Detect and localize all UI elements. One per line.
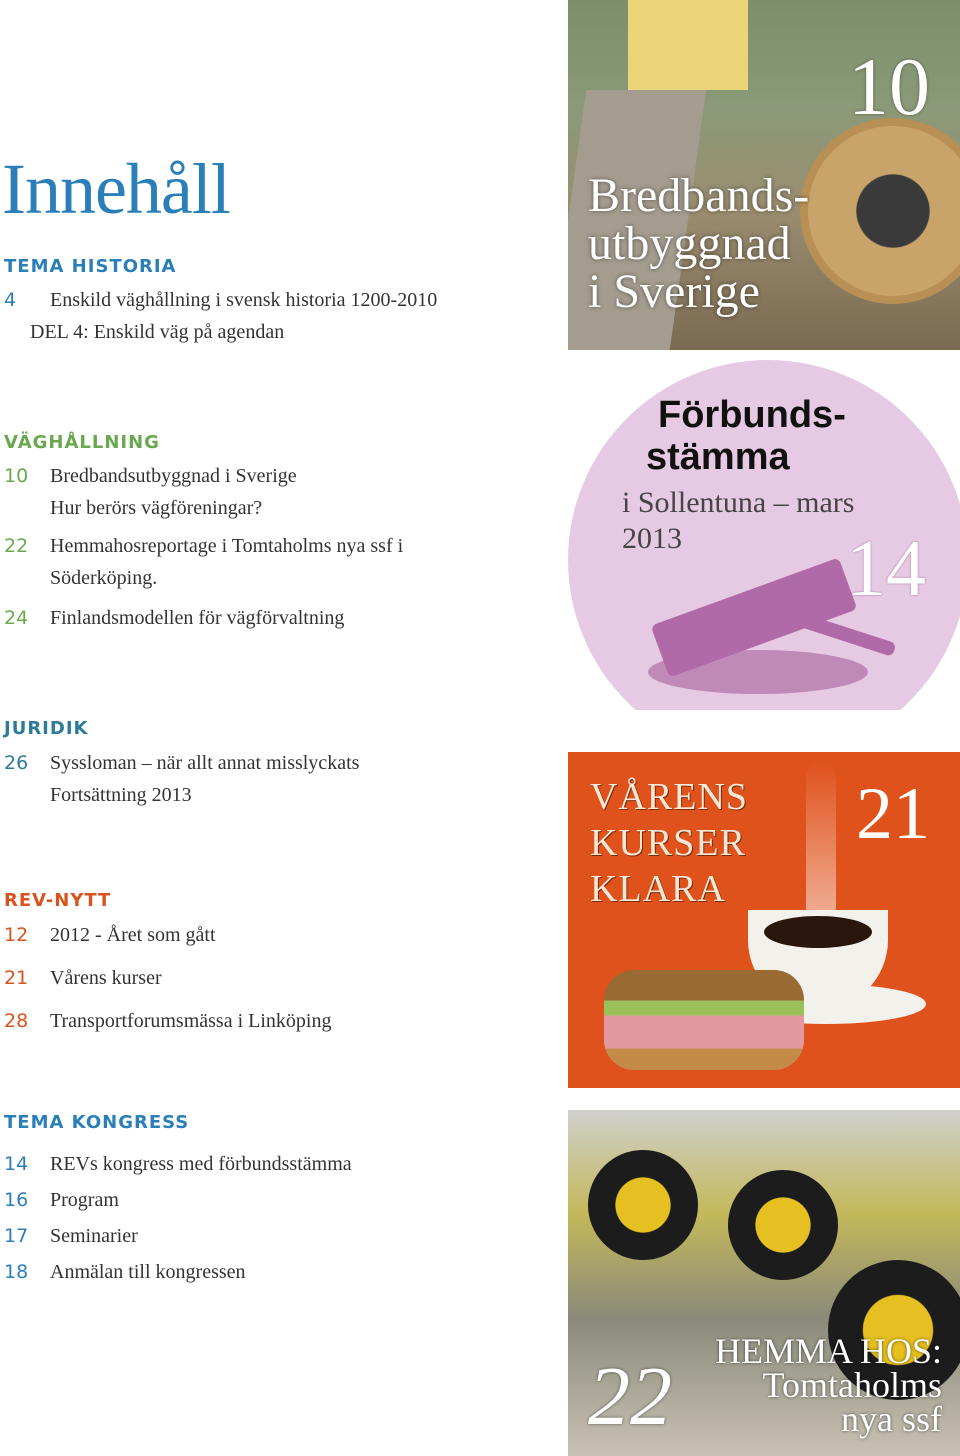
toc-entry[interactable] (4, 1005, 331, 1037)
entry-subtext: DEL 4: Enskild väg på agendan (30, 321, 285, 343)
entry-text: Syssloman – när allt annat misslyckats (50, 752, 360, 774)
toc-entry[interactable] (4, 460, 297, 524)
page-title: Innehåll (2, 149, 230, 230)
entry-text: 2012 - Året som gått (50, 924, 216, 946)
panel-page-number: 21 (856, 773, 930, 855)
entry-text: Vårens kurser (50, 967, 162, 989)
toc-entry[interactable] (4, 747, 359, 811)
cable-reel-illustration (800, 118, 960, 304)
page-number: 24 (4, 607, 29, 629)
page-number: 12 (4, 924, 29, 946)
toc-entry[interactable] (4, 1220, 138, 1252)
page-number: 18 (4, 1261, 29, 1283)
section-heading-tema-historia: TEMA HISTORIA (4, 256, 177, 277)
panel-year: 2013 (622, 522, 682, 555)
page-number: 28 (4, 1010, 29, 1032)
entry-text: REVs kongress med förbundsstämma (50, 1153, 352, 1175)
heading-line: Förbunds- (658, 394, 846, 436)
heading-line: stämma (646, 436, 790, 478)
entry-subtext: Fortsättning 2013 (50, 784, 192, 806)
caption-line: VÅRENS (590, 776, 749, 818)
entry-text: Anmälan till kongressen (50, 1261, 246, 1283)
caption-line: utbyggnad (588, 217, 791, 270)
caption-line: i Sverige (588, 265, 760, 318)
entry-subtext: Hur berörs vägföreningar? (50, 497, 263, 519)
page-number: 14 (4, 1153, 29, 1175)
page-number: 10 (4, 465, 29, 487)
sandwich-illustration (604, 970, 804, 1070)
panel-varens-kurser[interactable] (568, 752, 960, 1088)
panel-page-number: 10 (848, 41, 930, 132)
coffee-illustration (764, 916, 872, 948)
entry-text: Bredbandsutbyggnad i Sverige (50, 465, 297, 487)
page-number: 4 (4, 289, 17, 311)
panel-subtitle: i Sollentuna – mars (622, 486, 855, 519)
panel-page-number: 14 (846, 525, 926, 613)
toc-entry[interactable] (4, 919, 216, 951)
tractor-wheel-illustration (588, 1150, 698, 1260)
entry-text: Finlandsmodellen för vägförvaltning (50, 607, 345, 629)
page-number: 22 (4, 535, 29, 557)
entry-text: Program (50, 1189, 119, 1211)
toc-entry[interactable] (4, 1184, 119, 1216)
page-number: 17 (4, 1225, 29, 1247)
panel-hemma-hos[interactable] (568, 1110, 960, 1456)
entry-text: Enskild väghållning i svensk historia 1200-2010 (50, 289, 438, 311)
toc-entry[interactable] (4, 1256, 246, 1288)
entry-text: Transportforumsmässa i Linköping (50, 1010, 332, 1032)
tractor-wheel-illustration (728, 1170, 838, 1280)
toc-entry[interactable] (4, 962, 162, 994)
toc-entry[interactable] (4, 1148, 352, 1180)
caption-line: KURSER (590, 822, 746, 864)
panel-forbundsstamma[interactable] (568, 350, 960, 710)
house-illustration (628, 0, 748, 90)
panel-heading (646, 394, 846, 478)
toc-entry[interactable] (4, 530, 403, 594)
section-heading-juridik: JURIDIK (4, 718, 89, 739)
steam-illustration (806, 762, 836, 922)
page-number: 16 (4, 1189, 29, 1211)
section-heading-tema-kongress: TEMA KONGRESS (4, 1112, 190, 1133)
entry-subtext: Söderköping. (50, 567, 158, 589)
panel-caption (590, 774, 748, 912)
panel-page-number: 22 (588, 1350, 672, 1443)
page-number: 21 (4, 967, 29, 989)
section-heading-rev-nytt: REV-NYTT (4, 890, 112, 911)
entry-text: Hemmahosreportage i Tomtaholms nya ssf i (50, 535, 404, 557)
caption-line: HEMMA HOS: (714, 1331, 942, 1371)
caption-line: nya ssf (841, 1399, 942, 1439)
toc-entry[interactable] (4, 602, 344, 634)
section-heading-vaghallning: VÄGHÅLLNING (4, 432, 160, 453)
toc-entry[interactable] (4, 284, 437, 348)
caption-line: Tomtaholms (762, 1365, 942, 1405)
entry-text: Seminarier (50, 1225, 138, 1247)
panel-caption (588, 169, 810, 318)
caption-line: KLARA (590, 868, 726, 910)
page-number: 26 (4, 752, 29, 774)
panel-bredband[interactable] (568, 0, 960, 350)
panel-caption (714, 1331, 942, 1439)
caption-line: Bredbands- (588, 169, 810, 222)
